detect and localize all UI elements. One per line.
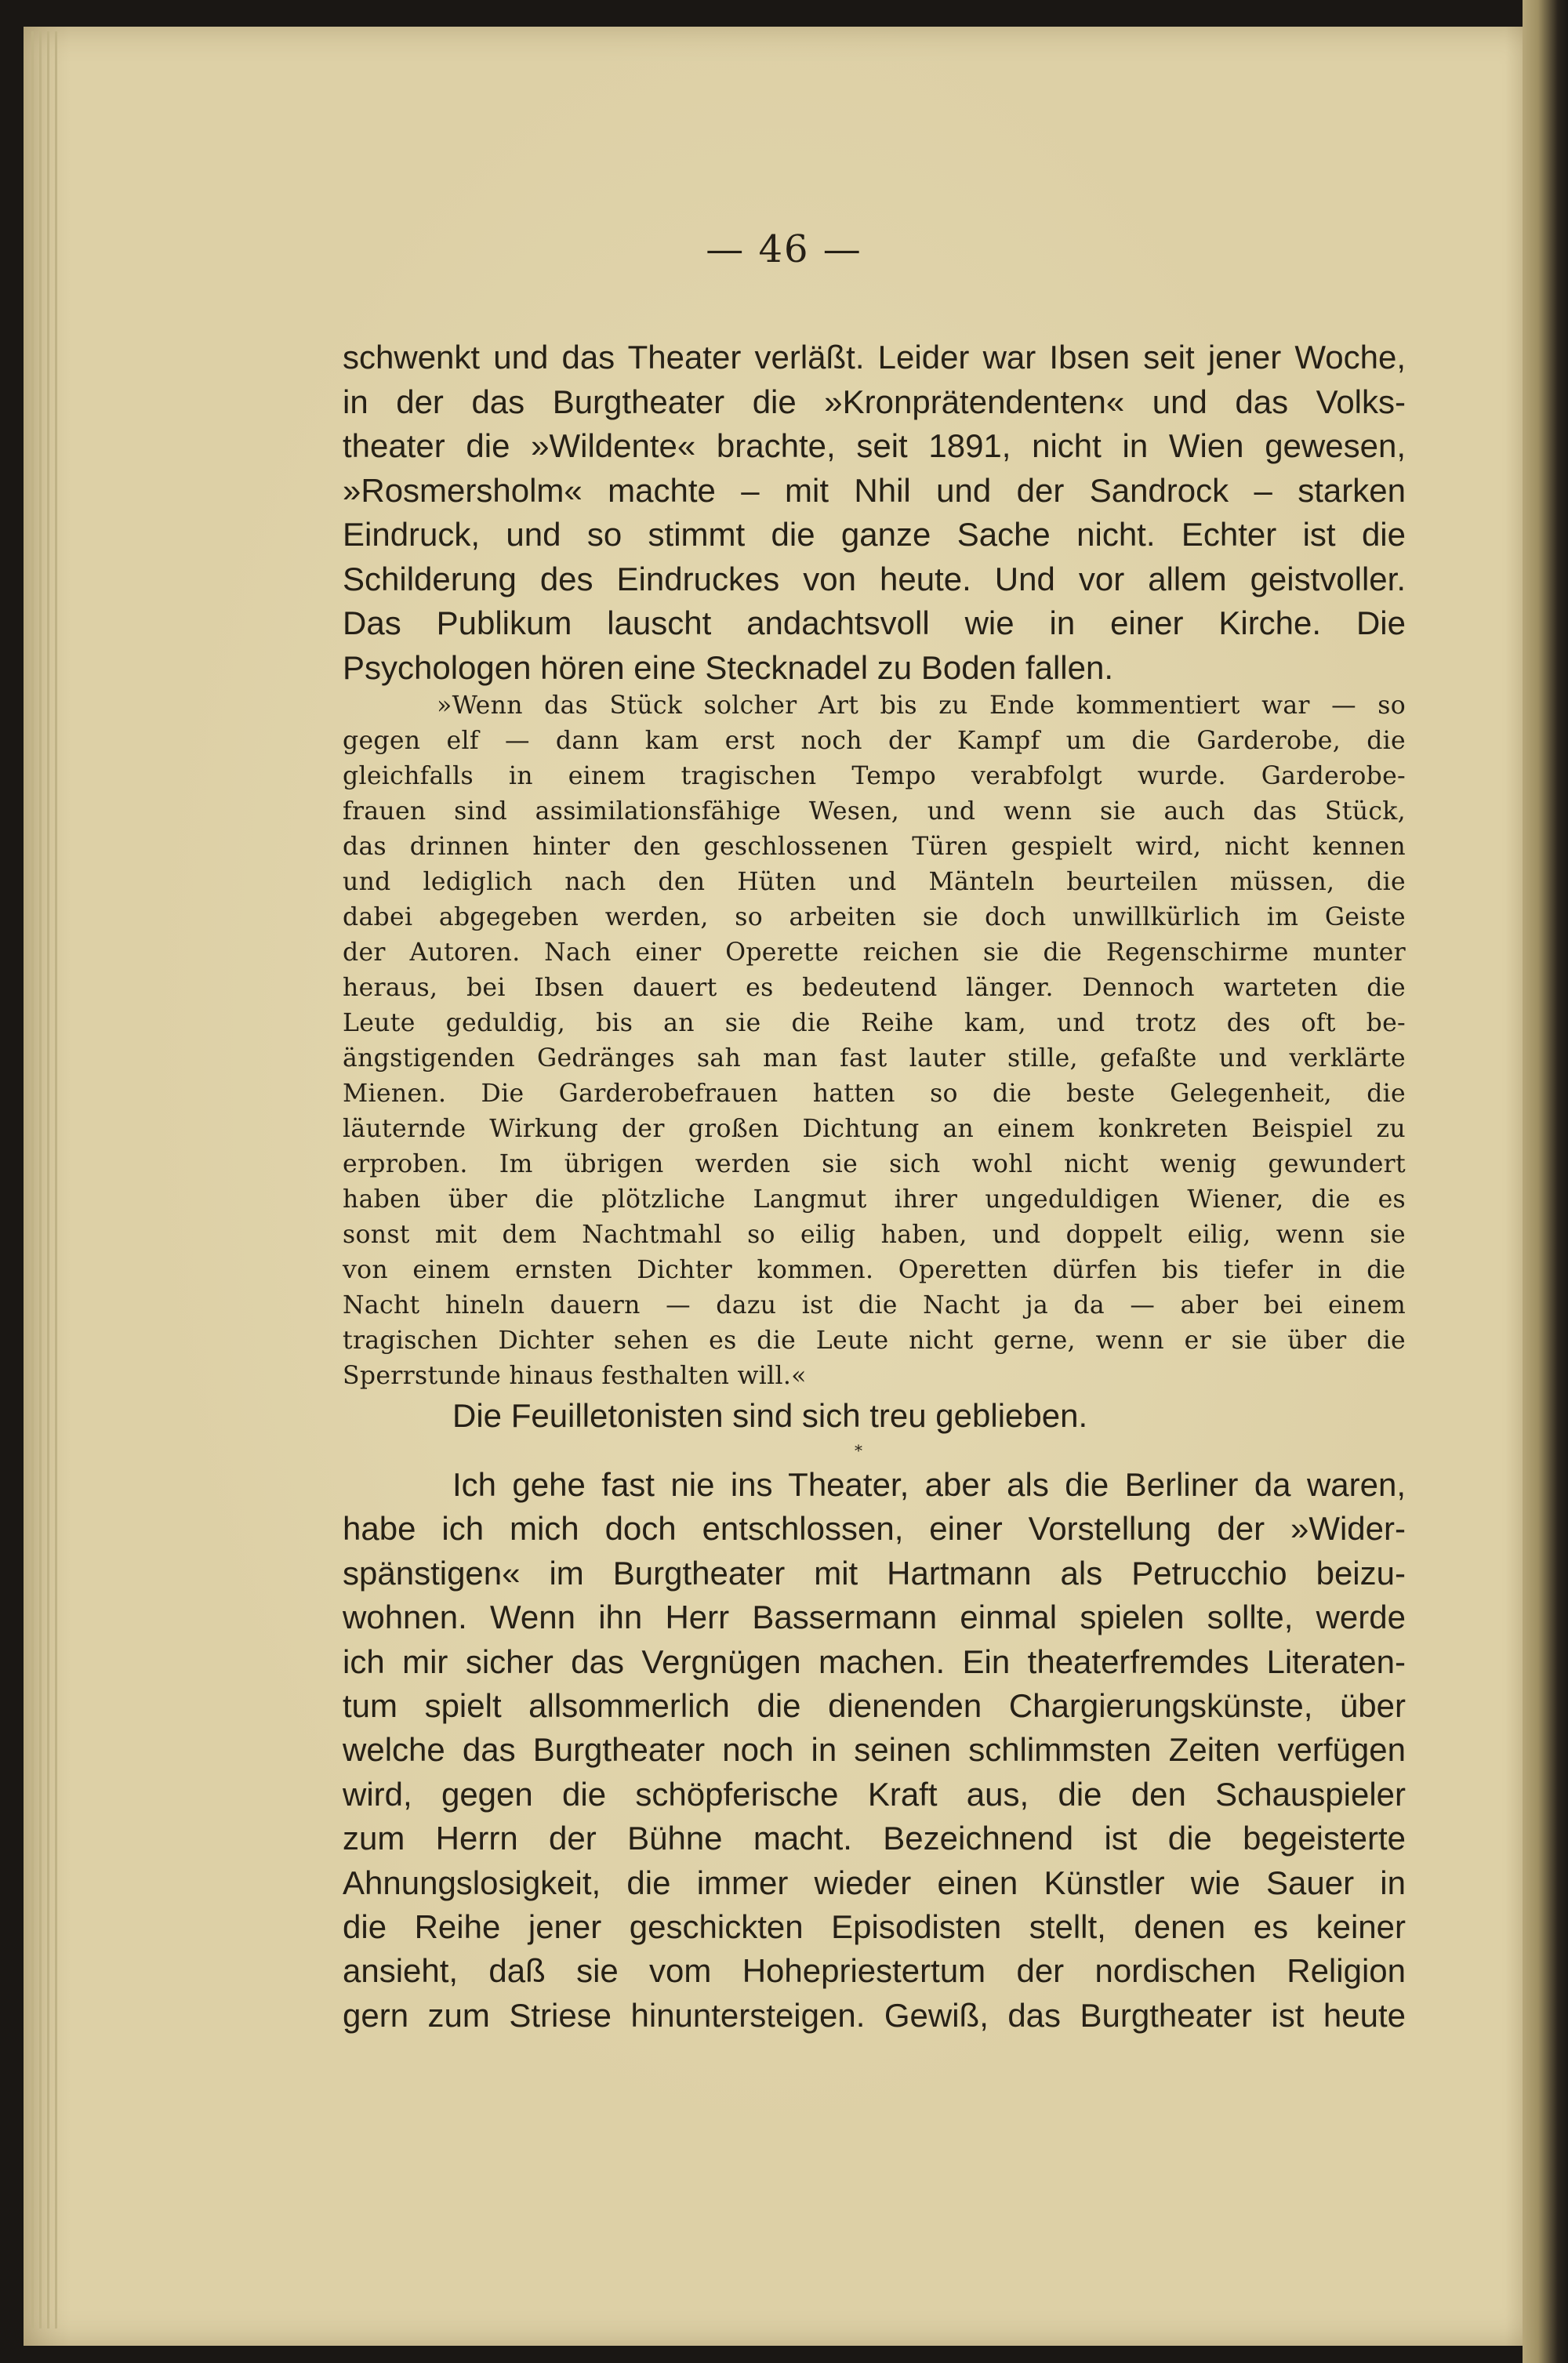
- text-line: schwenkt und das Theater verläßt. Leider war Ibsen seit jener Woche,: [343, 339, 1406, 376]
- quote-line: der Autoren. Nach einer Operette reichen sie die Regenschirme munter: [343, 938, 1406, 967]
- text-line: Die Feuilletonisten sind sich treu geblieben.: [452, 1397, 1088, 1434]
- quote-line: haben über die plötzliche Langmut ihrer ungeduldigen Wiener, die es: [343, 1185, 1406, 1214]
- text-line: Ahnungslosigkeit, die immer wieder einen Künstler wie Sauer in: [343, 1864, 1406, 1901]
- block-quotation: [343, 688, 1406, 1394]
- quote-line: gleichfalls in einem tragischen Tempo verabfolgt wurde. Garderobe-: [343, 762, 1406, 790]
- text-line: »Rosmersholm« machte – mit Nhil und der Sandrock – starken: [343, 471, 1406, 509]
- quote-line: sonst mit dem Nachtmahl so eilig haben, und doppelt eilig, wenn sie: [343, 1221, 1406, 1249]
- text-line: Psychologen hören eine Stecknadel zu Boden fallen.: [343, 648, 1114, 686]
- text-line: die Reihe jener geschickten Episodisten stellt, denen es keiner: [343, 1908, 1406, 1946]
- text-line: gern zum Striese hinuntersteigen. Gewiß, das Burgtheater ist heute: [343, 1996, 1406, 2034]
- text-line: theater die »Wildente« brachte, seit 1891, nicht in Wien gewesen,: [343, 427, 1406, 464]
- text-line: welche das Burgtheater noch in seinen schlimmsten Zeiten verfügen: [343, 1731, 1406, 1769]
- text-line: Ich gehe fast nie ins Theater, aber als die Berliner da waren,: [452, 1466, 1406, 1503]
- page-edge: [31, 31, 34, 2329]
- quote-line: ängstigenden Gedränges sah man fast lauter stille, gefaßte und verklärte: [343, 1044, 1406, 1073]
- quote-line: läuternde Wirkung der großen Dichtung an einem konkreten Beispiel zu: [343, 1115, 1406, 1143]
- text-line: wird, gegen die schöpferische Kraft aus, die den Schauspieler: [343, 1775, 1406, 1813]
- text-line: tum spielt allsommerlich die dienenden Chargierungskünste, über: [343, 1687, 1406, 1725]
- quote-line: Nacht hineln dauern — dazu ist die Nacht ja da — aber bei einem: [343, 1291, 1406, 1319]
- paragraph-main: [343, 1463, 1406, 2038]
- text-line: Eindruck, und so stimmt die ganze Sache nicht. Echter ist die: [343, 516, 1406, 553]
- text-line: Das Publikum lauscht andachtsvoll wie in einer Kirche. Die: [343, 604, 1406, 641]
- text-line: ich mir sicher das Vergnügen machen. Ein theaterfremdes Literaten-: [343, 1642, 1406, 1680]
- section-separator: *: [855, 1441, 862, 1460]
- paragraph-continuation: [343, 336, 1406, 690]
- quote-line: gegen elf — dann kam erst noch der Kampf um die Garderobe, die: [343, 727, 1406, 755]
- text-line: wohnen. Wenn ihn Herr Bassermann einmal spielen sollte, werde: [343, 1599, 1406, 1636]
- quote-line: das drinnen hinter den geschlossenen Türen gespielt wird, nicht kennen: [343, 833, 1406, 861]
- binding-shadow: [1523, 0, 1568, 2363]
- quote-line: Sperrstunde hinaus festhalten will.«: [343, 1362, 807, 1390]
- quote-line: »Wenn das Stück solcher Art bis zu Ende kommentiert war — so: [437, 691, 1406, 720]
- page-number: — 46 —: [706, 227, 862, 271]
- quote-line: erproben. Im übrigen werden sie sich wohl nicht wenig gewundert: [343, 1150, 1406, 1178]
- page-edge: [39, 31, 42, 2329]
- text-line: in der das Burgtheater die »Kronprätendenten« und das Volks-: [343, 383, 1406, 420]
- quote-line: dabei abgegeben werden, so arbeiten sie doch unwillkürlich im Geiste: [343, 903, 1406, 931]
- text-line: ansieht, daß sie vom Hohepriestertum der nordischen Religion: [343, 1952, 1406, 1990]
- quote-line: von einem ernsten Dichter kommen. Operetten dürfen bis tiefer in die: [343, 1256, 1406, 1284]
- quote-line: frauen sind assimilationsfähige Wesen, und wenn sie auch das Stück,: [343, 797, 1406, 826]
- quote-line: tragischen Dichter sehen es die Leute nicht gerne, wenn er sie über die: [343, 1327, 1406, 1355]
- paragraph-short: [343, 1394, 1406, 1438]
- quote-line: heraus, bei Ibsen dauert es bedeutend länger. Dennoch warteten die: [343, 974, 1406, 1002]
- quote-line: und lediglich nach den Hüten und Mänteln beurteilen müssen, die: [343, 868, 1406, 896]
- quote-line: Leute geduldig, bis an sie die Reihe kam, und trotz des oft be-: [343, 1009, 1406, 1037]
- text-line: spänstigen« im Burgtheater mit Hartmann als Petrucchio beizu-: [343, 1554, 1406, 1592]
- text-line: habe ich mich doch entschlossen, einer Vorstellung der »Wider-: [343, 1510, 1406, 1548]
- text-line: Schilderung des Eindruckes von heute. Und vor allem geistvoller.: [343, 560, 1406, 597]
- quote-line: Mienen. Die Garderobefrauen hatten so die beste Gelegenheit, die: [343, 1080, 1406, 1108]
- text-line: zum Herrn der Bühne macht. Bezeichnend ist die begeisterte: [343, 1820, 1406, 1857]
- page-edge: [55, 31, 57, 2329]
- page-edge: [47, 31, 49, 2329]
